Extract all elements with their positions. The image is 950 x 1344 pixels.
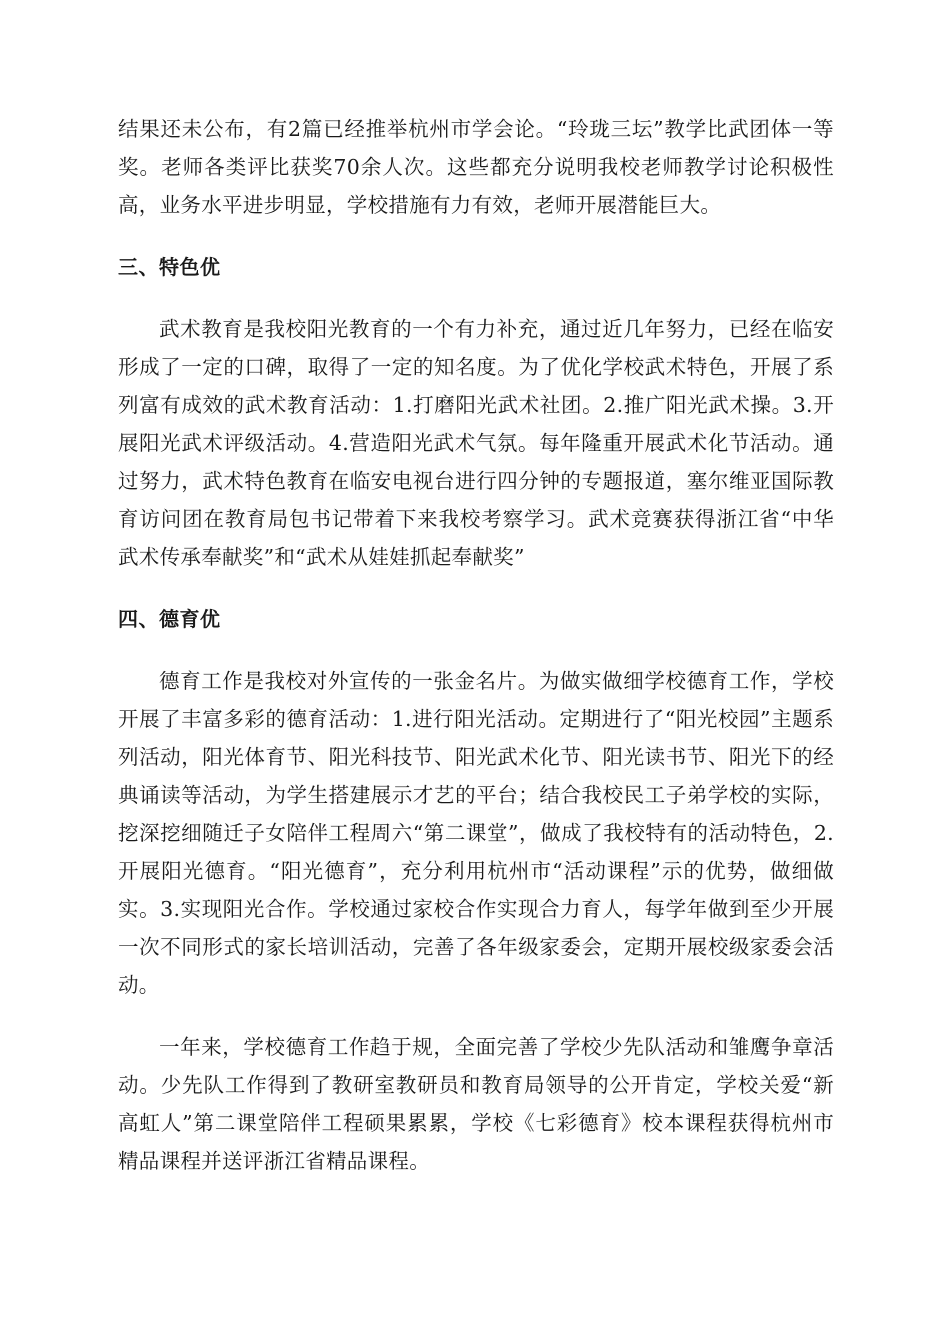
paragraph-moral-activities: 德育工作是我校对外宣传的一张金名片。为做实做细学校德育工作，学校开展了丰富多彩的德育活动：1.进行阳光活动。定期进行了“阳光校园”主题系列活动，阳光体育节、阳光科技节、阳光武术化节、阳光读书节、阳光下的经典诵读等活动，为学生搭建展示才艺的平台；结合我校民工子弟学校的实际，挖深挖细随迁子女陪伴工程周六“第二课堂”，做成了我校特有的活动特色，2.开展阳光德育。“阳光德育”，充分利用杭州市“活动课程”示的优势，做细做实。3.实现阳光合作。学校通过家校合作实现合力育人，每学年做到至少开展一次不同形式的家长培训活动，完善了各年级家委会，定期开展校级家委会活动。 xyxy=(118,669,834,997)
section-heading-moral-education: 四、德育优 xyxy=(118,607,221,631)
paragraph-martial-arts: 武术教育是我校阳光教育的一个有力补充，通过近几年努力，已经在临安形成了一定的口碑，取得了一定的知名度。为了优化学校武术特色，开展了系列富有成效的武术教育活动：1.打磨阳光武术社团。2.推广阳光武术操。3.开展阳光武术评级活动。4.营造阳光武术气氛。每年隆重开展武术化节活动。通过努力，武术特色教育在临安电视台进行四分钟的专题报道，塞尔维亚国际教育访问团在教育局包书记带着下来我校考察学习。武术竞赛获得浙江省“中华武术传承奉献奖”和“武术从娃娃抓起奉献奖” xyxy=(118,317,834,569)
document-page xyxy=(118,110,834,1180)
paragraph-year-review: 一年来，学校德育工作趋于规，全面完善了学校少先队活动和雏鹰争章活动。少先队工作得到了教研室教研员和教育局领导的公开肯定，学校关爱“新高虹人”第二课堂陪伴工程硕果累累，学校《七彩德育》校本课程获得杭州市精品课程并送评浙江省精品课程。 xyxy=(118,1035,834,1173)
section-heading-characteristics: 三、特色优 xyxy=(118,255,221,279)
paragraph-results-summary: 结果还未公布，有2篇已经推举杭州市学会论。“玲珑三坛”教学比武团体一等奖。老师各类评比获奖70余人次。这些都充分说明我校老师教学讨论积极性高，业务水平进步明显，学校措施有力有效，老师开展潜能巨大。 xyxy=(118,117,834,217)
